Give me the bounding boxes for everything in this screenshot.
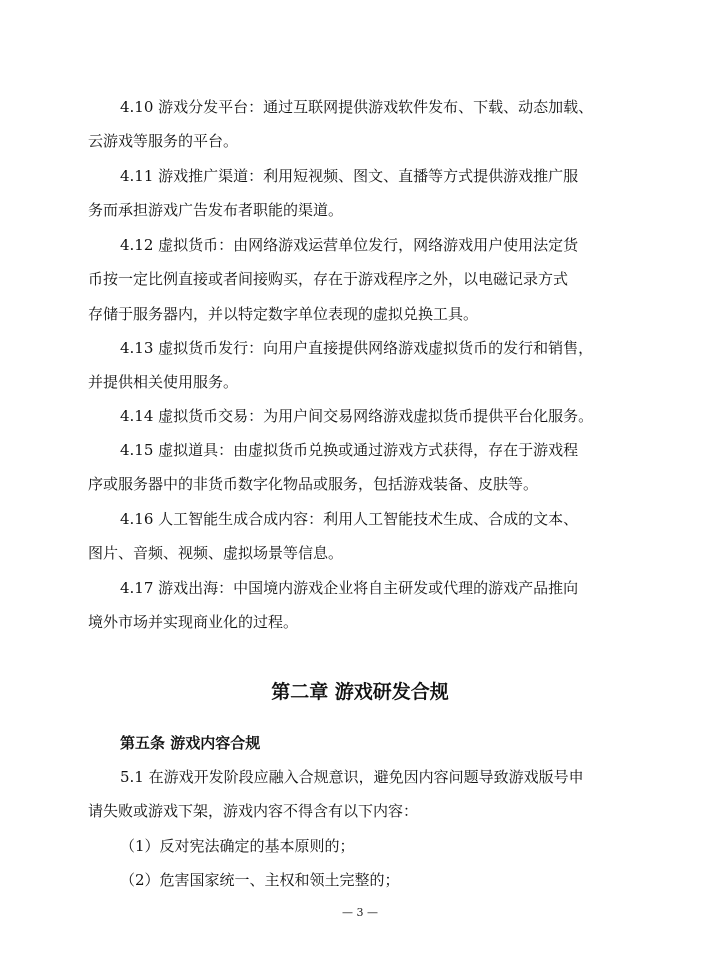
definition-4-17-line-1: 4.17 游戏出海：中国境内游戏企业将自主研发或代理的游戏产品推向: [120, 579, 579, 597]
definition-4-16-line-2: 图片、音频、视频、虚拟场景等信息。: [88, 544, 344, 562]
definition-4-13-line-2: 并提供相关使用服务。: [88, 373, 239, 391]
definition-4-12-line-2: 币按一定比例直接或者间接购买，存在于游戏程序之外，以电磁记录方式: [88, 270, 569, 288]
page-number: — 3 —: [342, 906, 378, 919]
definition-4-15-line-1: 4.15 虚拟道具：由虚拟货币兑换或通过游戏方式获得，存在于游戏程: [120, 441, 579, 459]
definition-4-14-line-1: 4.14 虚拟货币交易：为用户间交易网络游戏虚拟货币提供平台化服务。: [120, 407, 594, 425]
article-title: 第五条 游戏内容合规: [120, 734, 261, 752]
definition-4-16-line-1: 4.16 人工智能生成合成内容：利用人工智能技术生成、合成的文本、: [120, 510, 579, 528]
definition-4-12-line-3: 存储于服务器内，并以特定数字单位表现的虚拟兑换工具。: [88, 305, 479, 323]
article-5-1-line-1: 5.1 在游戏开发阶段应融入合规意识，避免因内容问题导致游戏版号申: [120, 768, 584, 786]
definition-4-10-line-1: 4.10 游戏分发平台：通过互联网提供游戏软件发布、下载、动态加载、: [120, 98, 594, 116]
article-5-1-line-2: 请失败或游戏下架，游戏内容不得含有以下内容：: [88, 802, 419, 820]
definition-4-12-line-1: 4.12 虚拟货币：由网络游戏运营单位发行，网络游戏用户使用法定货: [120, 236, 579, 254]
definition-4-10-line-2: 云游戏等服务的平台。: [88, 132, 239, 150]
definition-4-17-line-2: 境外市场并实现商业化的过程。: [88, 613, 299, 631]
definition-4-13-line-1: 4.13 虚拟货币发行：向用户直接提供网络游戏虚拟货币的发行和销售，: [120, 339, 594, 357]
article-list-item-2: （2）危害国家统一、主权和领土完整的；: [120, 871, 400, 889]
chapter-heading: 第二章 游戏研发合规: [271, 681, 449, 703]
article-list-item-1: （1）反对宪法确定的基本原则的；: [120, 837, 355, 855]
definition-4-15-line-2: 序或服务器中的非货币数字化物品或服务，包括游戏装备、皮肤等。: [88, 475, 539, 493]
definition-4-11-line-2: 务而承担游戏广告发布者职能的渠道。: [88, 201, 344, 219]
definition-4-11-line-1: 4.11 游戏推广渠道：利用短视频、图文、直播等方式提供游戏推广服: [120, 167, 579, 185]
